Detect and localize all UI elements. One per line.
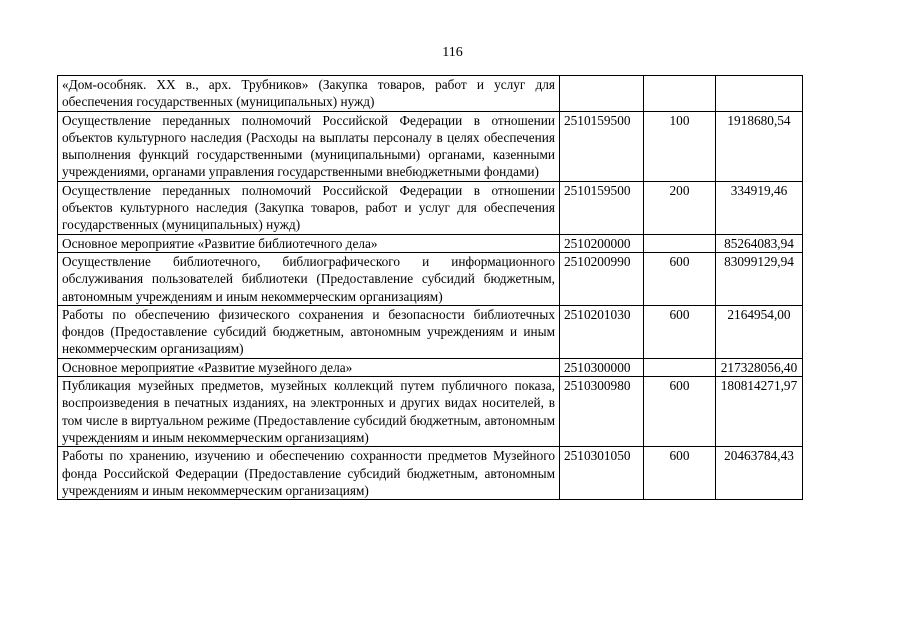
- amount-cell: 83099129,94: [716, 252, 803, 305]
- budget-table: [57, 75, 803, 500]
- amount-cell: 334919,46: [716, 181, 803, 234]
- amount-cell: 20463784,43: [716, 447, 803, 500]
- table-row: [58, 181, 803, 234]
- expense-name-cell: Работы по хранению, изучению и обеспечению сохранности предметов Музейного фонда Российской Федерации (Предоставление субсидий бюджетным, автономным учреждениям и иным некоммерческим организациям): [58, 447, 560, 500]
- table-row: [58, 234, 803, 252]
- table-row: [58, 447, 803, 500]
- amount-cell: [716, 76, 803, 112]
- expense-name-cell: Осуществление переданных полномочий Российской Федерации в отношении объектов культурного наследия (Расходы на выплаты персоналу в целях обеспечения выполнения функций государственными (муниципальными) органами, казенными учреждениями, органами управления государственными внебюджетными фондами): [58, 111, 560, 181]
- expense-type-cell: 600: [644, 305, 716, 358]
- target-code-cell: 2510200000: [560, 234, 644, 252]
- page-number: 116: [442, 45, 463, 60]
- target-code-cell: 2510300000: [560, 358, 644, 376]
- amount-cell: 180814271,97: [716, 377, 803, 447]
- target-code-cell: 2510159500: [560, 111, 644, 181]
- target-code-cell: 2510301050: [560, 447, 644, 500]
- target-code-cell: 2510200990: [560, 252, 644, 305]
- target-code-cell: 2510159500: [560, 181, 644, 234]
- expense-type-cell: 100: [644, 111, 716, 181]
- expense-type-cell: [644, 234, 716, 252]
- table-row: [58, 305, 803, 358]
- target-code-cell: [560, 76, 644, 112]
- expense-name-cell: Основное мероприятие «Развитие музейного дела»: [58, 358, 560, 376]
- table-row: [58, 358, 803, 376]
- expense-type-cell: 200: [644, 181, 716, 234]
- expense-name-cell: Основное мероприятие «Развитие библиотечного дела»: [58, 234, 560, 252]
- target-code-cell: 2510300980: [560, 377, 644, 447]
- expense-type-cell: 600: [644, 377, 716, 447]
- expense-name-cell: Осуществление переданных полномочий Российской Федерации в отношении объектов культурного наследия (Закупка товаров, работ и услуг для обеспечения государственных (муниципальных) нужд): [58, 181, 560, 234]
- amount-cell: 217328056,40: [716, 358, 803, 376]
- expense-type-cell: [644, 358, 716, 376]
- expense-type-cell: [644, 76, 716, 112]
- amount-cell: 1918680,54: [716, 111, 803, 181]
- expense-name-cell: Осуществление библиотечного, библиографического и информационного обслуживания пользователей библиотеки (Предоставление субсидий бюджетным, автономным учреждениям и иным некоммерческим организациям): [58, 252, 560, 305]
- expense-name-cell: «Дом-особняк. XX в., арх. Трубников» (Закупка товаров, работ и услуг для обеспечения государственных (муниципальных) нужд): [58, 76, 560, 112]
- amount-cell: 85264083,94: [716, 234, 803, 252]
- target-code-cell: 2510201030: [560, 305, 644, 358]
- table-row: [58, 377, 803, 447]
- amount-cell: 2164954,00: [716, 305, 803, 358]
- expense-name-cell: Работы по обеспечению физического сохранения и безопасности библиотечных фондов (Предоставление субсидий бюджетным, автономным учреждениям и иным некоммерческим организациям): [58, 305, 560, 358]
- expense-name-cell: Публикация музейных предметов, музейных коллекций путем публичного показа, воспроизведения в печатных изданиях, на электронных и других видах носителей, в том числе в виртуальном режиме (Предоставление субсидий бюджетным, автономным учреждениям и иным некоммерческим организациям): [58, 377, 560, 447]
- expense-type-cell: 600: [644, 252, 716, 305]
- table-row: [58, 252, 803, 305]
- table-row: [58, 111, 803, 181]
- budget-table-body: [58, 76, 803, 500]
- expense-type-cell: 600: [644, 447, 716, 500]
- table-row: [58, 76, 803, 112]
